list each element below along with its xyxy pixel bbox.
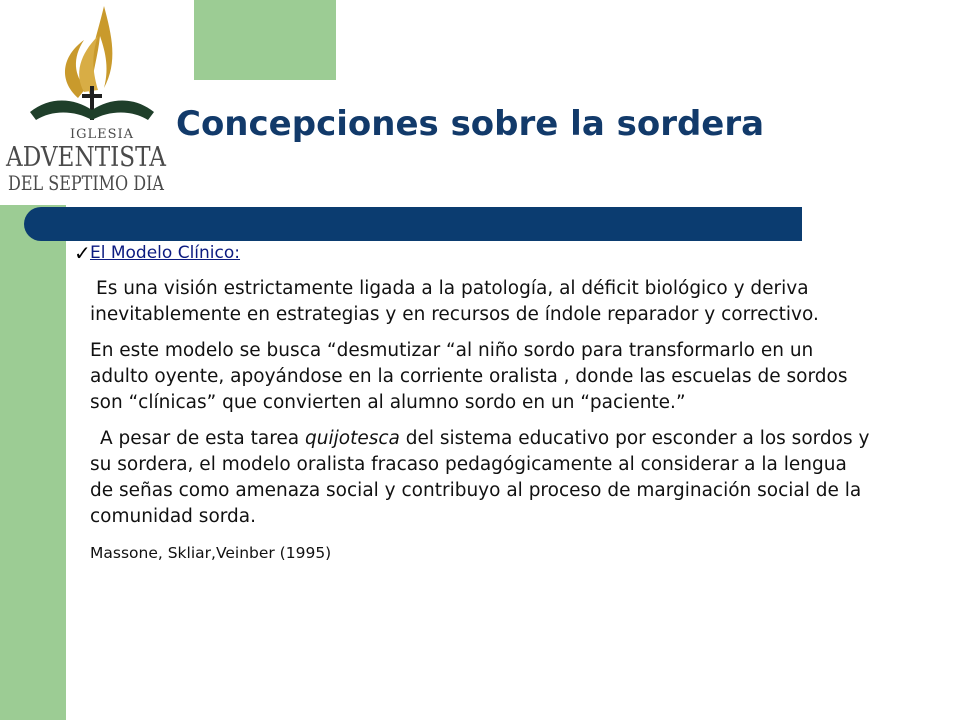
slide-title: Concepciones sobre la sordera bbox=[176, 104, 765, 144]
cross-horizontal bbox=[82, 94, 102, 98]
slide-body bbox=[74, 240, 870, 566]
logo-text-septimo: DEL SEPTIMO DIA bbox=[8, 171, 165, 195]
paragraph-2: En este modelo se busca “desmutizar “al niño sordo para transformarlo en un adulto oyente, apoyándose en la corriente oralista , donde las escuelas de sordos son “clínicas” que convierten al alumno sordo en un “paciente.” bbox=[90, 340, 848, 413]
paragraph-3-start: A pesar de esta tarea bbox=[100, 428, 306, 449]
paragraph-3-end: del sistema educativo por esconder a los sordos y su sordera, el modelo oralista fracaso pedagógicamente al considerar a la lengua de señas como amenaza social y contribuyo al proceso de marginación social de la comunidad sorda. bbox=[90, 428, 870, 527]
checkmark-icon: ✓ bbox=[74, 241, 91, 265]
green-top-block bbox=[194, 0, 336, 80]
logo-text-iglesia: IGLESIA bbox=[70, 127, 135, 142]
bible-left bbox=[30, 101, 92, 121]
bible-right bbox=[92, 101, 154, 121]
church-logo bbox=[0, 0, 176, 196]
logo-text-adventista: ADVENTISTA bbox=[5, 142, 167, 173]
green-side-band bbox=[0, 205, 66, 720]
paragraph-1: Es una visión estrictamente ligada a la patología, al déficit biológico y deriva inevitablemente en estrategias y en recursos de índole reparador y correctivo. bbox=[90, 278, 819, 325]
section-heading bbox=[74, 240, 870, 266]
paragraph-3-italic: quijotesca bbox=[305, 428, 400, 449]
paragraph-3 bbox=[90, 426, 870, 530]
heading-link[interactable]: El Modelo Clínico: bbox=[90, 243, 241, 263]
title-underline-bar bbox=[24, 207, 802, 241]
citation: Massone, Skliar,Veinber (1995) bbox=[90, 544, 332, 562]
